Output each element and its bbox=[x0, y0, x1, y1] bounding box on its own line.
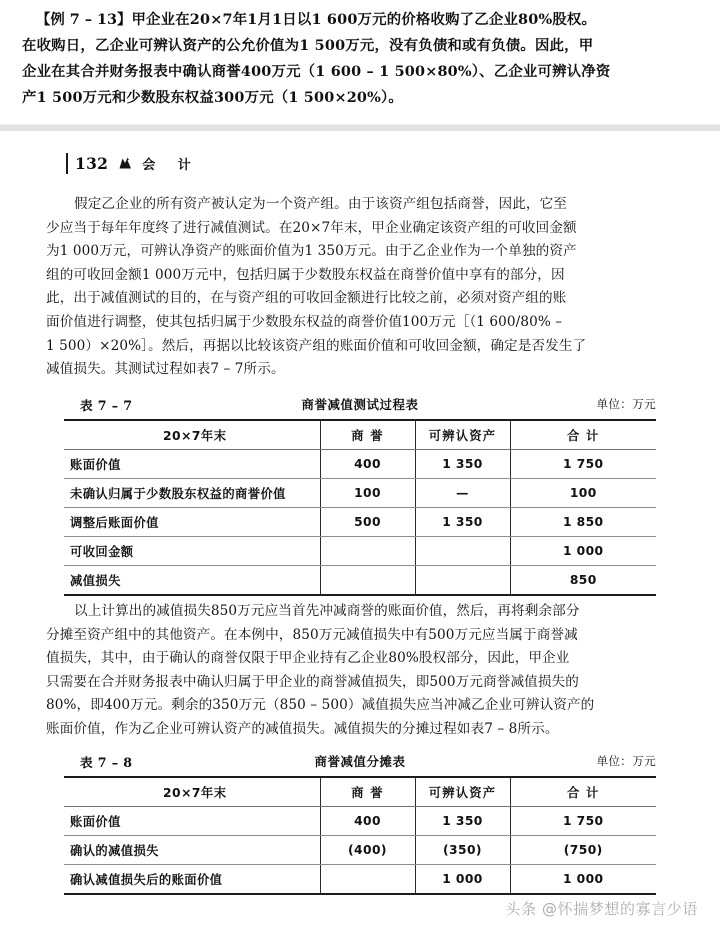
table-seven-eight bbox=[64, 752, 656, 895]
cell-total: (750) bbox=[510, 836, 656, 865]
table-caption bbox=[64, 752, 656, 773]
paragraph-one bbox=[46, 193, 674, 382]
column-header-goodwill: 商 誉 bbox=[320, 777, 415, 807]
row-label: 确认的减值损失 bbox=[64, 836, 320, 865]
page-content bbox=[0, 131, 720, 939]
example-line: 产1 500万元和少数股东权益300万元（1 500×20%）。 bbox=[22, 89, 403, 106]
column-header-identifiable: 可辨认资产 bbox=[415, 420, 510, 450]
cell-identifiable: 1 350 bbox=[415, 450, 510, 479]
para-line: 只需要在合并财务报表中确认归属于甲企业的商誉减值损失，即500万元商誉减值损失的 bbox=[46, 673, 579, 690]
cell-goodwill: 400 bbox=[320, 807, 415, 836]
cell-goodwill: 100 bbox=[320, 479, 415, 508]
column-header-goodwill: 商 誉 bbox=[320, 420, 415, 450]
cell-total: 1 750 bbox=[510, 807, 656, 836]
running-header bbox=[66, 152, 200, 174]
cell-identifiable: 1 000 bbox=[415, 865, 510, 895]
cell-goodwill: (400) bbox=[320, 836, 415, 865]
paragraph-two bbox=[46, 600, 674, 742]
header-title: 会 计 bbox=[142, 157, 200, 173]
data-table bbox=[64, 419, 656, 596]
table-number: 表 7 – 7 bbox=[80, 398, 133, 413]
table-row bbox=[64, 508, 656, 537]
table-row bbox=[64, 836, 656, 865]
example-box bbox=[0, 0, 720, 121]
table-title: 商誉减值测试过程表 bbox=[301, 397, 419, 412]
column-header-period: 20×7年末 bbox=[64, 420, 320, 450]
table-row bbox=[64, 566, 656, 596]
column-header-total: 合 计 bbox=[510, 420, 656, 450]
cell-total: 1 000 bbox=[510, 537, 656, 566]
table-unit: 单位：万元 bbox=[596, 754, 656, 768]
cell-total: 1 000 bbox=[510, 865, 656, 895]
cell-goodwill: 400 bbox=[320, 450, 415, 479]
table-row bbox=[64, 450, 656, 479]
cell-identifiable: (350) bbox=[415, 836, 510, 865]
row-label: 确认减值损失后的账面价值 bbox=[64, 865, 320, 895]
table-title: 商誉减值分摊表 bbox=[314, 754, 406, 769]
example-line: 企业在其合并财务报表中确认商誉400万元（1 600 – 1 500×80%）、乙企业可辨认净资 bbox=[22, 63, 611, 80]
row-label: 减值损失 bbox=[64, 566, 320, 596]
cell-total: 1 750 bbox=[510, 450, 656, 479]
column-header-total: 合 计 bbox=[510, 777, 656, 807]
cell-identifiable: 1 350 bbox=[415, 807, 510, 836]
para-line: 80%，即400万元。剩余的350万元（850 – 500）减值损失应当冲减乙企业可辨认资产的 bbox=[46, 697, 595, 714]
cell-identifiable bbox=[415, 566, 510, 596]
watermark: 头条 @怀揣梦想的寡言少语 bbox=[505, 900, 698, 918]
table-caption bbox=[64, 395, 656, 416]
para-line: 账面价值，作为乙企业可辨认资产的减值损失。减值损失的分摊过程如表7 – 8所示。 bbox=[46, 720, 559, 737]
table-row bbox=[64, 865, 656, 895]
row-label: 未确认归属于少数股东权益的商誉价值 bbox=[64, 479, 320, 508]
para-line: 以上计算出的减值损失850万元应当首先冲减商誉的账面价值，然后，再将剩余部分 bbox=[74, 603, 580, 619]
para-line: 减值损失。其测试过程如表7 – 7所示。 bbox=[46, 361, 285, 378]
cell-goodwill bbox=[320, 865, 415, 895]
row-label: 账面价值 bbox=[64, 807, 320, 836]
table-unit: 单位：万元 bbox=[596, 397, 656, 411]
example-tag: 【例 7 – 13】 bbox=[36, 11, 132, 28]
table-row bbox=[64, 807, 656, 836]
table-header-row bbox=[64, 777, 656, 807]
cell-identifiable: 1 350 bbox=[415, 508, 510, 537]
example-line: 在收购日，乙企业可辨认资产的公允价值为1 500万元，没有负债和或有负债。因此，甲 bbox=[22, 37, 594, 54]
cell-total: 1 850 bbox=[510, 508, 656, 537]
para-line: 面价值进行调整，使其包括归属于少数股东权益的商誉价值100万元［（1 600/80% – bbox=[46, 313, 563, 330]
table-row bbox=[64, 479, 656, 508]
cell-goodwill bbox=[320, 537, 415, 566]
data-table bbox=[64, 776, 656, 895]
cell-total: 100 bbox=[510, 479, 656, 508]
page-number: 132 bbox=[75, 153, 109, 173]
para-line: 为1 000万元，可辨认净资产的账面价值为1 350万元。由于乙企业作为一个单独的资产 bbox=[46, 243, 577, 260]
para-line: 1 500）×20%］。然后，再据以比较该资产组的账面价值和可收回金额，确定是否发生了 bbox=[46, 337, 587, 354]
para-line: 假定乙企业的所有资产被认定为一个资产组。由于该资产组包括商誉，因此，它至 bbox=[74, 196, 567, 212]
cell-total: 850 bbox=[510, 566, 656, 596]
para-line: 少应当于每年年度终了进行减值测试。在20×7年末，甲企业确定该资产组的可收回金额 bbox=[46, 219, 577, 236]
para-line: 值损失，其中，由于确认的商誉仅限于甲企业持有乙企业80%股权部分，因此，甲企业 bbox=[46, 650, 570, 667]
column-header-identifiable: 可辨认资产 bbox=[415, 777, 510, 807]
cell-goodwill bbox=[320, 566, 415, 596]
table-header-row bbox=[64, 420, 656, 450]
row-label: 调整后账面价值 bbox=[64, 508, 320, 537]
cell-identifiable: — bbox=[415, 479, 510, 508]
row-label: 可收回金额 bbox=[64, 537, 320, 566]
cell-goodwill: 500 bbox=[320, 508, 415, 537]
para-line: 组的可收回金额1 000万元中，包括归属于少数股东权益在商誉价值中享有的部分，因 bbox=[46, 266, 565, 283]
example-line-text: 甲企业在20×7年1月1日以1 600万元的价格收购了乙企业80%股权。 bbox=[131, 11, 597, 28]
para-line: 分摊至资产组中的其他资产。在本例中，850万元减值损失中有500万元应当属于商誉减 bbox=[46, 626, 578, 643]
row-label: 账面价值 bbox=[64, 450, 320, 479]
example-line bbox=[22, 7, 698, 33]
table-seven-seven bbox=[64, 395, 656, 596]
para-line: 此，出于减值测试的目的，在与资产组的可收回金额进行比较之前，必须对资产组的账 bbox=[46, 290, 567, 307]
book-mark-icon bbox=[118, 156, 133, 171]
table-number: 表 7 – 8 bbox=[80, 755, 133, 770]
column-header-period: 20×7年末 bbox=[64, 777, 320, 807]
table-row bbox=[64, 537, 656, 566]
cell-identifiable bbox=[415, 537, 510, 566]
header-rule bbox=[66, 153, 68, 174]
